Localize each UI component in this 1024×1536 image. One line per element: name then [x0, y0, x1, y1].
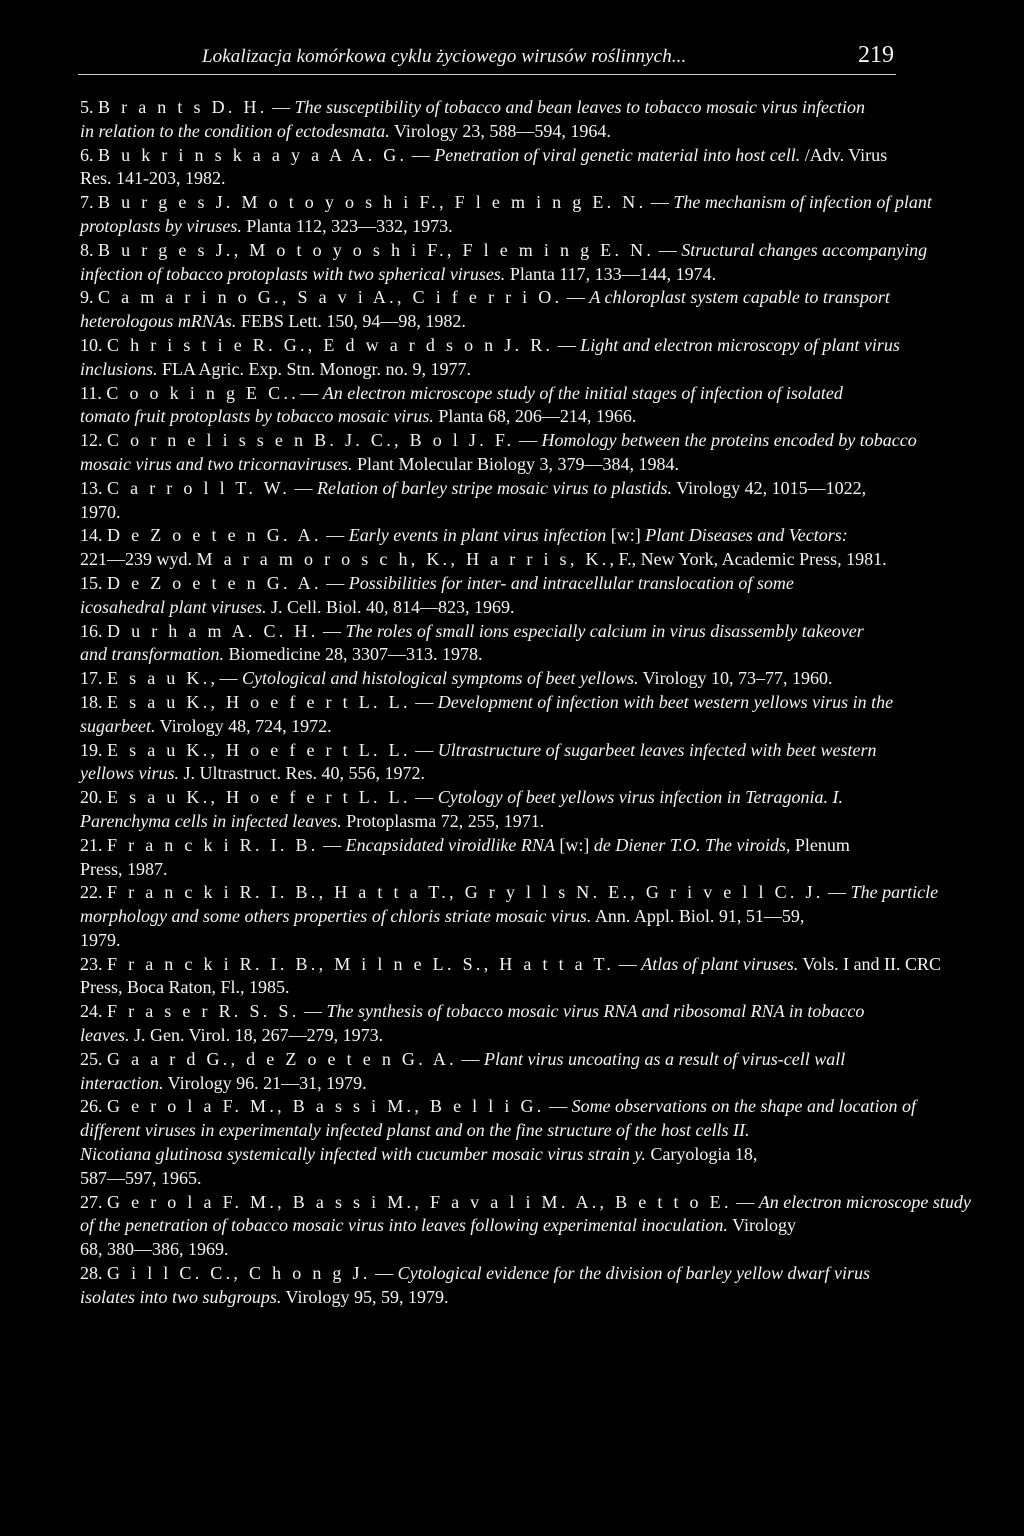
reference-title: mosaic virus and two tricornaviruses.: [80, 453, 353, 474]
reference-line: [80, 1143, 894, 1167]
reference-title: isolates into two subgroups.: [80, 1286, 282, 1307]
reference-text: , —: [210, 668, 242, 689]
reference-text: , F., New York, Academic Press, 1981.: [609, 549, 887, 570]
reference-line: [80, 572, 894, 596]
reference-authors: B u r g e s J., M o t o y o s h i F., F l e m i n g E. N.: [98, 239, 655, 260]
reference-authors: F r a n c k i R. I. B.: [107, 834, 319, 855]
reference-title: Cytological evidence for the division of barley yellow dwarf virus: [397, 1263, 871, 1284]
reference-entry: [80, 334, 900, 382]
reference-text: [w:]: [606, 525, 646, 546]
reference-authors: E s a u K., H o e f e r t L. L.: [107, 691, 411, 712]
reference-text: Virology 48, 724, 1972.: [155, 715, 332, 736]
reference-authors: D e Z o e t e n G. A.: [107, 525, 322, 546]
reference-entry: [80, 191, 932, 239]
reference-text: Virology 23, 588—594, 1964.: [389, 120, 611, 141]
reference-line: [80, 405, 894, 429]
reference-text: —: [407, 144, 435, 165]
reference-title: Relation of barley stripe mosaic virus to plastids.: [317, 477, 673, 498]
reference-text: —: [562, 287, 590, 308]
reference-title: The synthesis of tobacco mosaic virus RNA and ribosomal RNA in tobacco: [326, 1001, 865, 1022]
reference-entry: [80, 429, 917, 477]
reference-entry: [80, 834, 894, 882]
reference-text: [w:]: [554, 834, 594, 855]
reference-line: [80, 191, 932, 215]
reference-title: in relation to the condition of ectodesmata.: [80, 120, 390, 141]
reference-text: —: [731, 1191, 759, 1212]
reference-title: tomato fruit protoplasts by tobacco mosaic virus.: [80, 406, 434, 427]
reference-line: [80, 1048, 894, 1072]
reference-text: 5.: [80, 97, 98, 117]
reference-entry: [80, 786, 894, 834]
reference-line: [80, 286, 894, 310]
reference-title: Early events in plant virus infection: [348, 525, 607, 546]
reference-title: The susceptibility of tobacco and bean leaves to tobacco mosaic virus infection: [294, 97, 865, 117]
reference-text: Virology 10, 73–77, 1960.: [638, 668, 833, 689]
reference-text: 26.: [80, 1096, 107, 1117]
reference-title: The roles of small ions especially calcium in virus disassembly takeover: [345, 620, 864, 641]
reference-title: Atlas of plant viruses.: [641, 953, 799, 974]
reference-text: 17.: [80, 668, 107, 689]
reference-line: [80, 1024, 894, 1048]
reference-authors: E s a u K., H o e f e r t L. L.: [107, 787, 411, 808]
reference-title: interaction.: [80, 1072, 164, 1093]
reference-title: An electron microscope study: [758, 1191, 971, 1212]
reference-entry: [80, 524, 894, 572]
reference-text: 68, 380—386, 1969.: [80, 1239, 229, 1260]
reference-text: FLA Agric. Exp. Stn. Monogr. no. 9, 1977.: [157, 358, 472, 379]
reference-text: Vols. I and II. CRC: [798, 953, 942, 974]
reference-entry: [80, 286, 894, 334]
reference-line: [80, 786, 894, 810]
reference-line: [80, 453, 894, 477]
reference-text: J. Cell. Biol. 40, 814—823, 1969.: [266, 596, 515, 617]
reference-text: 13.: [80, 477, 107, 498]
reference-line: [80, 120, 894, 144]
reference-text: 28.: [80, 1263, 107, 1284]
reference-text: —: [456, 1048, 484, 1069]
reference-title: Plant Diseases and Vectors:: [645, 525, 848, 546]
reference-text: Virology 42, 1015—1022,: [672, 477, 867, 498]
reference-authors: C h r i s t i e R. G., E d w a r d s o n J. R.: [107, 334, 554, 355]
reference-title: protoplasts by viruses.: [80, 215, 242, 236]
reference-title: sugarbeet.: [80, 715, 156, 736]
header-rule: [78, 74, 896, 75]
reference-authors: B u r g e s J. M o t o y o s h i F., F l e m i n g E. N.: [98, 192, 647, 213]
reference-title: de Diener T.O. The viroids,: [593, 834, 791, 855]
reference-text: Planta 68, 206—214, 1966.: [433, 406, 637, 427]
reference-title: Encapsidated viroidlike RNA: [345, 834, 555, 855]
reference-text: Virology: [727, 1215, 796, 1236]
reference-text: Press, Boca Raton, Fl., 1985.: [80, 977, 290, 998]
reference-line: [80, 976, 894, 1000]
reference-title: morphology and some others properties of chloris striate mosaic virus.: [80, 906, 592, 927]
reference-line: [80, 1167, 894, 1191]
reference-text: 15.: [80, 572, 107, 593]
reference-entry: [80, 239, 928, 287]
reference-text: 21.: [80, 834, 107, 855]
reference-entry: [80, 1095, 917, 1190]
reference-text: Protoplasma 72, 255, 1971.: [341, 810, 545, 831]
reference-title: yellows virus.: [80, 763, 179, 784]
reference-title: Nicotiana glutinosa systemically infected with cucumber mosaic virus strain y.: [80, 1144, 646, 1165]
reference-text: 18.: [80, 691, 107, 712]
reference-authors: B r a n t s D. H.: [98, 97, 268, 117]
reference-text: —: [290, 477, 318, 498]
reference-title: heterologous mRNAs.: [80, 311, 237, 332]
reference-title: of the penetration of tobacco mosaic virus into leaves following experimental inoculation.: [80, 1215, 728, 1236]
reference-line: [80, 167, 894, 191]
reference-text: —: [553, 334, 581, 355]
reference-line: [80, 1191, 971, 1215]
reference-entry: [80, 1000, 894, 1048]
reference-text: 1979.: [80, 929, 121, 950]
reference-list: [80, 96, 971, 1310]
reference-text: 22.: [80, 882, 107, 903]
reference-authors: C o o k i n g E C.: [106, 382, 292, 403]
reference-authors: G e r o l a F. M., B a s s i M., F a v a l i M. A., B e t t o E.: [107, 1191, 732, 1212]
reference-text: 587—597, 1965.: [80, 1167, 202, 1188]
reference-title: different viruses in experimentaly infected planst and on the fine structure of the host cells II.: [80, 1120, 750, 1141]
reference-authors: F r a s e r R. S. S.: [107, 1001, 300, 1022]
reference-entry: [80, 1048, 894, 1096]
reference-title: Cytology of beet yellows virus infection in Tetragonia. I.: [437, 787, 844, 808]
reference-authors: E s a u K.: [107, 668, 211, 689]
reference-text: —: [299, 1001, 327, 1022]
reference-title: icosahedral plant viruses.: [80, 596, 267, 617]
reference-text: —: [646, 192, 674, 213]
reference-title: Development of infection with beet western yellows virus in the: [437, 691, 894, 712]
reference-authors: F r a n c k i R. I. B., H a t t a T., G r y l l s N. E., G r i v e l l C. J.: [107, 882, 824, 903]
reference-title: Possibilities for inter- and intracellular translocation of some: [348, 572, 794, 593]
reference-line: [80, 667, 894, 691]
reference-title: Penetration of viral genetic material into host cell.: [434, 144, 801, 165]
reference-authors: G a a r d G., d e Z o e t e n G. A.: [107, 1048, 457, 1069]
reference-line: [80, 643, 894, 667]
reference-text: 10.: [80, 334, 107, 355]
reference-entry: [80, 1262, 894, 1310]
reference-title: leaves.: [80, 1025, 130, 1046]
reference-line: [80, 501, 894, 525]
reference-text: Ann. Appl. Biol. 91, 51—59,: [591, 906, 805, 927]
running-header: [78, 42, 896, 74]
reference-text: Res. 141-203, 1982.: [80, 168, 226, 189]
reference-line: [80, 239, 928, 263]
reference-line: [80, 881, 939, 905]
reference-text: 8.: [80, 239, 98, 260]
reference-authors: C a r r o l l T. W.: [107, 477, 291, 498]
reference-line: [80, 596, 894, 620]
reference-text: 12.: [80, 430, 107, 451]
reference-line: [80, 834, 894, 858]
reference-entry: [80, 382, 894, 430]
reference-title: Structural changes accompanying: [681, 239, 928, 260]
reference-line: [80, 620, 894, 644]
reference-title: Plant virus uncoating as a result of virus-cell wall: [483, 1048, 846, 1069]
reference-line: [80, 1119, 894, 1143]
reference-authors: M a r a m o r o s c h, K., H a r r i s, K.: [196, 549, 610, 570]
reference-text: —: [370, 1263, 398, 1284]
reference-text: 20.: [80, 787, 107, 808]
reference-text: —: [321, 525, 349, 546]
reference-line: [80, 310, 894, 334]
reference-text: 16.: [80, 620, 107, 641]
reference-text: —: [654, 239, 682, 260]
reference-text: /Adv. Virus: [800, 144, 888, 165]
reference-text: J. Ultrastruct. Res. 40, 556, 1972.: [179, 763, 425, 784]
reference-entry: [80, 667, 894, 691]
page-number: 219: [858, 42, 894, 68]
reference-text: 24.: [80, 1001, 107, 1022]
reference-text: —: [410, 739, 438, 760]
reference-text: —: [544, 1096, 572, 1117]
reference-line: [80, 691, 894, 715]
reference-text: —: [321, 572, 349, 593]
reference-title: inclusions.: [80, 358, 158, 379]
reference-line: [80, 905, 894, 929]
reference-title: Some observations on the shape and location of: [571, 1096, 917, 1117]
reference-entry: [80, 1191, 971, 1262]
reference-line: [80, 263, 894, 287]
reference-authors: D e Z o e t e n G. A.: [107, 572, 322, 593]
reference-text: Biomedicine 28, 3307—313. 1978.: [224, 644, 483, 665]
reference-text: 1970.: [80, 501, 121, 522]
running-title: Lokalizacja komórkowa cyklu życiowego wirusów roślinnych...: [202, 46, 687, 67]
reference-text: 11.: [80, 382, 107, 403]
reference-line: [80, 1095, 917, 1119]
reference-line: [80, 144, 894, 168]
reference-line: [80, 739, 894, 763]
reference-text: —: [614, 953, 642, 974]
reference-line: [80, 215, 894, 239]
reference-line: [80, 429, 917, 453]
reference-text: FEBS Lett. 150, 94—98, 1982.: [236, 311, 466, 332]
reference-text: —: [318, 620, 346, 641]
reference-entry: [80, 620, 894, 668]
reference-title: A chloroplast system capable to transport: [589, 287, 890, 308]
reference-text: 19.: [80, 739, 107, 760]
reference-text: Planta 117, 133—144, 1974.: [505, 263, 717, 284]
reference-line: [80, 762, 894, 786]
reference-authors: G e r o l a F. M., B a s s i M., B e l l i G.: [107, 1096, 545, 1117]
reference-text: J. Gen. Virol. 18, 267—279, 1973.: [129, 1025, 384, 1046]
reference-text: Planta 112, 323—332, 1973.: [241, 215, 453, 236]
reference-authors: B u k r i n s k a a y a A A. G.: [98, 144, 408, 165]
reference-text: Caryologia 18,: [645, 1144, 758, 1165]
reference-line: [80, 810, 894, 834]
reference-entry: [80, 691, 894, 739]
reference-text: Press, 1987.: [80, 858, 168, 879]
reference-authors: C a m a r i n o G., S a v i A., C i f e r r i O.: [98, 287, 563, 308]
reference-line: [80, 858, 894, 882]
reference-text: 23.: [80, 953, 107, 974]
reference-text: —: [514, 430, 542, 451]
reference-authors: G i l l C. C., C h o n g J.: [107, 1263, 371, 1284]
reference-text: 9.: [80, 287, 98, 308]
reference-entry: [80, 477, 894, 525]
reference-text: 14.: [80, 525, 107, 546]
reference-title: Cytological and histological symptoms of beet yellows.: [242, 668, 639, 689]
reference-line: [80, 1000, 894, 1024]
reference-line: [80, 929, 894, 953]
reference-title: The particle: [850, 882, 939, 903]
reference-entry: [80, 96, 894, 144]
reference-title: infection of tobacco protoplasts with two spherical viruses.: [80, 263, 506, 284]
reference-text: 6.: [80, 144, 98, 165]
reference-text: 7.: [80, 192, 98, 213]
reference-text: 25.: [80, 1048, 107, 1069]
reference-text: Plenum: [790, 834, 850, 855]
reference-entry: [80, 953, 942, 1001]
reference-line: [80, 1262, 894, 1286]
reference-line: [80, 334, 900, 358]
reference-line: [80, 1286, 894, 1310]
reference-line: [80, 524, 894, 548]
reference-line: [80, 715, 894, 739]
reference-entry: [80, 881, 939, 952]
reference-title: Light and electron microscopy of plant virus: [580, 334, 900, 355]
reference-line: [80, 953, 942, 977]
reference-title: Parenchyma cells in infected leaves.: [80, 810, 342, 831]
reference-text: —: [410, 691, 438, 712]
reference-text: Virology 95, 59, 1979.: [281, 1286, 449, 1307]
reference-authors: F r a n c k i R. I. B., M i l n e L. S., H a t t a T.: [107, 953, 615, 974]
reference-title: and transformation.: [80, 644, 225, 665]
reference-entry: [80, 144, 894, 192]
reference-text: —: [823, 882, 851, 903]
reference-line: [80, 1214, 894, 1238]
reference-title: Homology between the proteins encoded by tobacco: [541, 430, 917, 451]
reference-text: Plant Molecular Biology 3, 379—384, 1984.: [352, 453, 679, 474]
reference-title: The mechanism of infection of plant: [673, 192, 932, 213]
reference-authors: E s a u K., H o e f e r t L. L.: [107, 739, 411, 760]
reference-text: —: [267, 97, 295, 117]
reference-text: —: [410, 787, 438, 808]
reference-text: Virology 96. 21—31, 1979.: [163, 1072, 367, 1093]
reference-text: 27.: [80, 1191, 107, 1212]
reference-text: . —: [291, 382, 323, 403]
reference-authors: D u r h a m A. C. H.: [107, 620, 319, 641]
reference-line: [80, 477, 894, 501]
reference-text: 221—239 wyd.: [80, 549, 197, 570]
reference-title: An electron microscope study of the initial stages of infection of isolated: [322, 382, 843, 403]
reference-entry: [80, 572, 894, 620]
reference-title: Ultrastructure of sugarbeet leaves infected with beet western: [437, 739, 877, 760]
reference-line: [80, 382, 894, 406]
reference-text: —: [318, 834, 346, 855]
reference-line: [80, 1238, 894, 1262]
reference-entry: [80, 739, 894, 787]
reference-line: [80, 358, 894, 382]
reference-authors: C o r n e l i s s e n B. J. C., B o l J. F.: [107, 430, 515, 451]
reference-line: [80, 1072, 894, 1096]
reference-line: [80, 96, 894, 120]
reference-line: [80, 548, 894, 572]
